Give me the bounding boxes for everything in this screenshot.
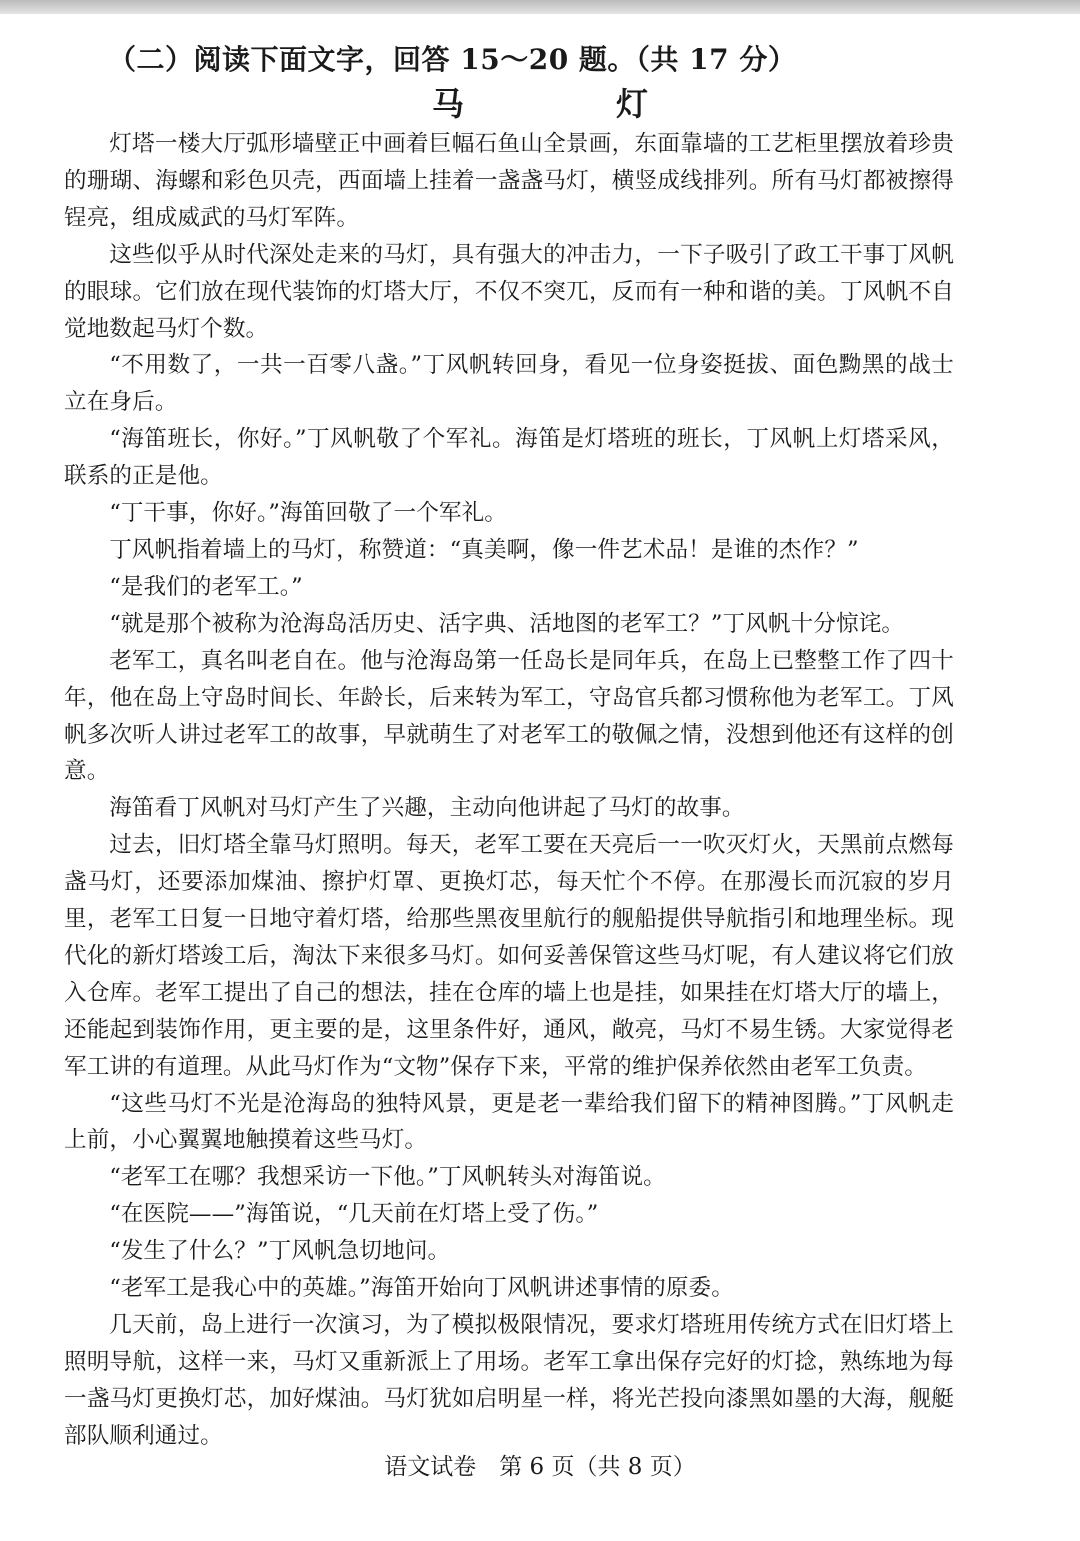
paragraph: “老军工是我心中的英雄。”海笛开始向丁风帆讲述事情的原委。 bbox=[109, 1275, 734, 1302]
paragraph: 老军工，真名叫老自在。他与沧海岛第一任岛长是同年兵，在岛上已整整工作了四十年，他在岛上守岛时间长、年龄长，后来转为军工，守岛官兵都习惯称他为老军工。丁风帆多次听人讲过老军工的故事，早就萌生了对老军工的敬佩之情，没想到他还有这样的创意。 bbox=[64, 647, 954, 785]
paragraph: “发生了什么？”丁风帆急切地问。 bbox=[109, 1238, 451, 1265]
paragraph: 丁风帆指着墙上的马灯，称赞道：“真美啊，像一件艺术品！是谁的杰作？” bbox=[109, 536, 859, 563]
paragraph: “丁干事，你好。”海笛回敬了一个军礼。 bbox=[109, 500, 507, 527]
section-heading: （二）阅读下面文字，回答 15～20 题。（共 17 分） bbox=[108, 43, 797, 76]
paragraph: “这些马灯不光是沧海岛的独特风景，更是老一辈给我们留下的精神图腾。”丁风帆走上前，小心翼翼地触摸着这些马灯。 bbox=[64, 1090, 954, 1154]
article-body bbox=[64, 126, 954, 1455]
paragraph: “就是那个被称为沧海岛活历史、活字典、活地图的老军工？”丁风帆十分惊诧。 bbox=[109, 610, 905, 637]
paragraph: “不用数了，一共一百零八盏。”丁风帆转回身，看见一位身姿挺拔、面色黝黑的战士立在身后。 bbox=[64, 352, 954, 416]
paragraph: 这些似乎从时代深处走来的马灯，具有强大的冲击力，一下子吸引了政工干事丁风帆的眼球。它们放在现代装饰的灯塔大厅，不仅不突兀，反而有一种和谐的美。丁风帆不自觉地数起马灯个数。 bbox=[64, 241, 954, 342]
paragraph: “海笛班长，你好。”丁风帆敬了个军礼。海笛是灯塔班的班长，丁风帆上灯塔采风，联系的正是他。 bbox=[64, 426, 954, 490]
page-footer: 语文试卷 第 6 页（共 8 页） bbox=[384, 1454, 696, 1480]
paragraph: 过去，旧灯塔全靠马灯照明。每天，老军工要在天亮后一一吹灭灯火，天黑前点燃每盏马灯，还要添加煤油、擦护灯罩、更换灯芯，每天忙个不停。在那漫长而沉寂的岁月里，老军工日复一日地守着灯塔，给那些黑夜里航行的舰船提供导航指引和地理坐标。现代化的新灯塔竣工后，淘汰下来很多马灯。如何妥善保管这些马灯呢，有人建议将它们放入仓库。老军工提出了自己的想法，挂在仓库的墙上也是挂，如果挂在灯塔大厅的墙上，还能起到装饰作用，更主要的是，这里条件好，通风，敞亮，马灯不易生锈。大家觉得老军工讲的有道理。从此马灯作为“文物”保存下来，平常的维护保养依然由老军工负责。 bbox=[64, 832, 954, 1080]
paragraph: 几天前，岛上进行一次演习，为了模拟极限情况，要求灯塔班用传统方式在旧灯塔上照明导航，这样一来，马灯又重新派上了用场。老军工拿出保存完好的灯捻，熟练地为每一盏马灯更换灯芯，加好煤油。马灯犹如启明星一样，将光芒投向漆黑如墨的大海，舰艇部队顺利通过。 bbox=[64, 1312, 954, 1449]
paragraph: “是我们的老军工。” bbox=[109, 573, 303, 600]
paragraph: “在医院——”海笛说，“几天前在灯塔上受了伤。” bbox=[109, 1201, 599, 1228]
paragraph: 海笛看丁风帆对马灯产生了兴趣，主动向他讲起了马灯的故事。 bbox=[109, 795, 745, 822]
paragraph: “老军工在哪？我想采访一下他。”丁风帆转头对海笛说。 bbox=[109, 1164, 666, 1191]
paragraph: 灯塔一楼大厅弧形墙壁正中画着巨幅石鱼山全景画，东面靠墙的工艺柜里摆放着珍贵的珊瑚、海螺和彩色贝壳，西面墙上挂着一盏盏马灯，横竖成线排列。所有马灯都被擦得锃亮，组成威武的马灯军阵。 bbox=[64, 131, 954, 231]
article-title: 马 灯 bbox=[431, 85, 708, 123]
